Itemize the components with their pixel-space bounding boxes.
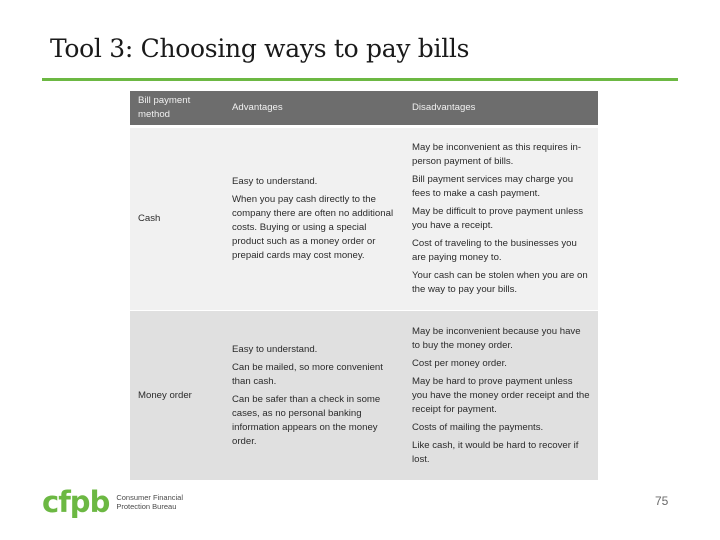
advantages-cell	[224, 127, 404, 311]
bill-payment-table	[130, 91, 598, 480]
disadvantage-item: Your cash can be stolen when you are on the way to pay your bills.	[412, 270, 588, 295]
table-row-money-order	[130, 311, 598, 481]
disadvantage-item: Costs of mailing the payments.	[412, 421, 544, 433]
disadvantages-cell	[404, 311, 598, 481]
slide-title: Tool 3: Choosing ways to pay bills	[50, 34, 470, 63]
advantage-item: Easy to understand.	[232, 343, 318, 355]
logo-line-2: Protection Bureau	[116, 502, 177, 511]
disadvantages-cell	[404, 127, 598, 311]
disadvantage-item: May be inconvenient as this requires in-person payment of bills.	[412, 142, 582, 167]
header-disadvantages: Disadvantages	[404, 91, 598, 127]
disadvantage-item: Bill payment services may charge you fees to make a cash payment.	[412, 174, 574, 199]
advantages-cell	[224, 311, 404, 481]
logo-wordmark	[116, 493, 183, 511]
table-header-row	[130, 91, 598, 127]
advantage-item: When you pay cash directly to the company there are often no additional costs. Buying or using a special product such as a money order or prepaid cards may cost money.	[232, 194, 394, 261]
method-cell: Cash	[130, 127, 224, 311]
logo-mark: cfpb	[42, 485, 110, 519]
cfpb-logo	[42, 487, 183, 517]
header-advantages: Advantages	[224, 91, 404, 127]
title-divider	[42, 78, 678, 81]
disadvantage-item: Cost of traveling to the businesses you are paying money to.	[412, 238, 577, 263]
disadvantage-item: Like cash, it would be hard to recover if lost.	[412, 439, 579, 465]
method-cell: Money order	[130, 311, 224, 481]
page-number: 75	[655, 494, 669, 508]
header-method: Bill payment method	[130, 91, 224, 127]
logo-line-1: Consumer Financial	[116, 493, 184, 502]
disadvantage-item: May be difficult to prove payment unless you have a receipt.	[412, 206, 584, 231]
disadvantage-item: May be hard to prove payment unless you have the money order receipt and the receipt for payment.	[412, 375, 590, 415]
advantage-item: Can be safer than a check in some cases, as no personal banking information appears on the money order.	[232, 393, 381, 447]
disadvantage-item: Cost per money order.	[412, 357, 507, 369]
table-row-cash	[130, 127, 598, 311]
disadvantage-item: May be inconvenient because you have to buy the money order.	[412, 325, 581, 351]
advantage-item: Can be mailed, so more convenient than cash.	[232, 361, 383, 387]
advantage-item: Easy to understand.	[232, 176, 318, 187]
